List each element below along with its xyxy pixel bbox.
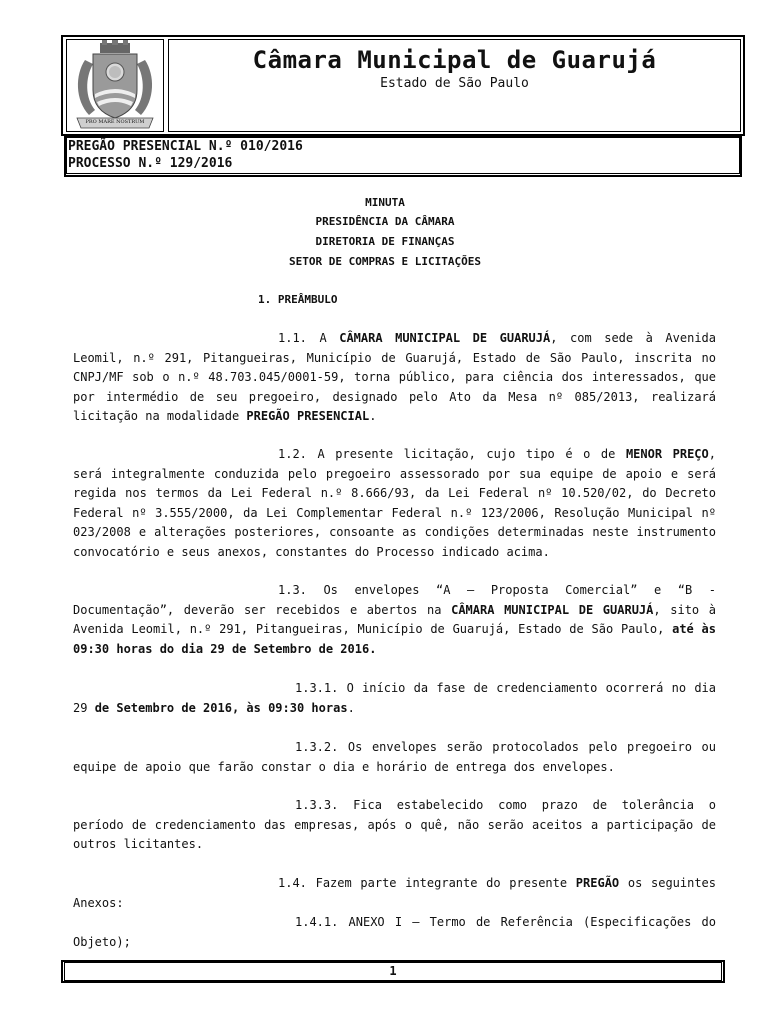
crest-motto: PRO MARE NOSTRUM <box>85 119 145 125</box>
pregao-number: PREGÃO PRESENCIAL N.º 010/2016 <box>68 139 303 154</box>
page-title: Câmara Municipal de Guarujá <box>252 46 657 74</box>
crest-box <box>66 39 164 132</box>
heading-diretoria: DIRETORIA DE FINANÇAS <box>315 235 455 248</box>
paragraph-1-4-1: 1.4.1. ANEXO I – Termo de Referência (Especificações do Objeto); <box>73 915 716 949</box>
paragraph-1-3-2: 1.3.2. Os envelopes serão protocolados pelo pregoeiro ou equipe de apoio que farão constar o dia e horário de entrega dos envelopes. <box>73 740 716 774</box>
paragraph-1-2: 1.2. A presente licitação, cujo tipo é o de MENOR PREÇO, será integralmente conduzida pelo pregoeiro assessorado por sua equipe de apoio e será regida nos termos da Lei Federal n.º 8.666/93, da Lei Federal nº 10.520/02, do Decreto Federal nº 3.555/2000, da Lei Complementar Federal n.º 123/2006, Resolução Municipal nº 023/2008 e alterações posteriores, consoante as condições determinadas neste instrumento convocatório e seus anexos, constantes do Processo indicado acima. <box>73 447 716 559</box>
paragraph-1-1: 1.1. A CÂMARA MUNICIPAL DE GUARUJÁ, com sede à Avenida Leomil, n.º 291, Pitangueiras, Município de Guarujá, Estado de São Paulo, inscrita no CNPJ/MF sob o n.º 48.703.045/0001-59, torna público, para ciência dos interessados, que por intermédio de seu pregoeiro, designado pelo Ato da Mesa nº 085/2013, realizará licitação na modalidade PREGÃO PRESENCIAL. <box>73 331 716 424</box>
paragraph-1-3-3: 1.3.3. Fica estabelecido como prazo de tolerância o período de credenciamento das empresas, após o quê, não serão aceitos a participação de outros licitantes. <box>73 798 716 852</box>
page-number: 1 <box>389 964 397 978</box>
heading-presidencia: PRESIDÊNCIA DA CÂMARA <box>315 215 455 228</box>
heading-setor: SETOR DE COMPRAS E LICITAÇÕES <box>288 255 482 268</box>
paragraph-1-3-1: 1.3.1. O início da fase de credenciamento ocorrerá no dia 29 de Setembro de 2016, às 09:30 horas. <box>73 681 716 715</box>
page-subtitle: Estado de São Paulo <box>380 76 529 91</box>
paragraph-1-3: 1.3. Os envelopes “A – Proposta Comercial” e “B - Documentação”, deverão ser recebidos e abertos na CÂMARA MUNICIPAL DE GUARUJÁ, sito à Avenida Leomil, n.º 291, Pitangueiras, Município de Guarujá, Estado de São Paulo, até às 09:30 horas do dia 29 de Setembro de 2016. <box>73 583 717 656</box>
paragraph-1-4: 1.4. Fazem parte integrante do presente PREGÃO os seguintes Anexos: <box>73 876 717 910</box>
section-title: 1. PREÂMBULO <box>258 293 338 306</box>
coat-of-arms-icon <box>67 40 163 131</box>
heading-minuta: MINUTA <box>365 196 405 209</box>
title-box <box>168 39 741 132</box>
processo-number: PROCESSO N.º 129/2016 <box>68 156 233 171</box>
